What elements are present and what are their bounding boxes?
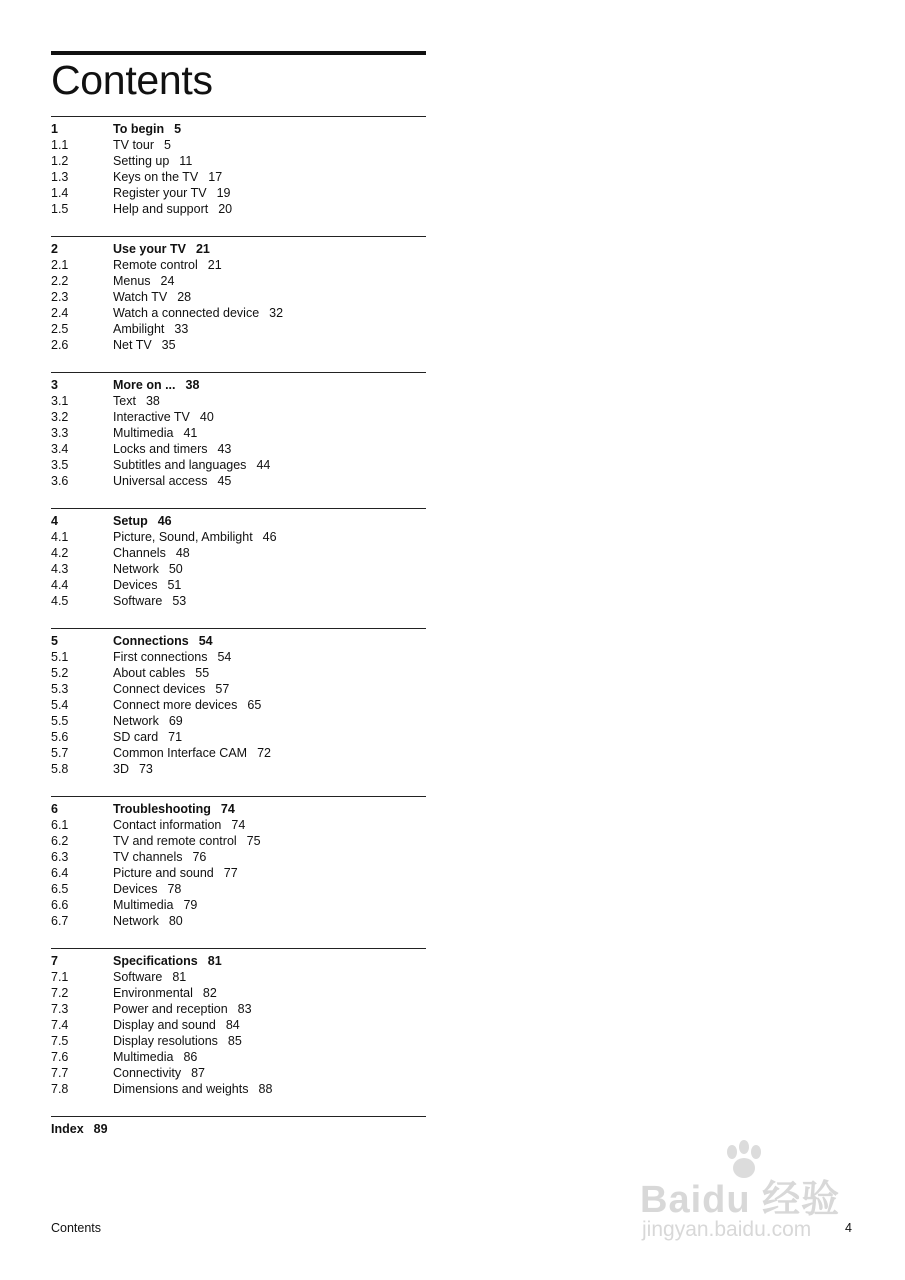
entry-page: 74 [231, 818, 246, 832]
entry-page: 77 [223, 866, 238, 880]
entry-number: 3.5 [51, 458, 69, 472]
entry-page: 35 [161, 338, 176, 352]
entry-number: 4.3 [51, 562, 69, 576]
entry-title: Keys on the TV [113, 170, 199, 184]
entry-number: 5.8 [51, 762, 69, 776]
entry-number: 4.2 [51, 546, 69, 560]
entry-title: Contact information [113, 818, 222, 832]
entry-number: 7.3 [51, 1002, 69, 1016]
toc-entry-row[interactable] [51, 393, 426, 409]
chapter-page: 81 [207, 954, 222, 968]
toc-entry-row[interactable] [51, 577, 426, 593]
toc-entry-row[interactable] [51, 881, 426, 897]
entry-title: Channels [113, 546, 166, 560]
chapter-page: 74 [220, 802, 235, 816]
entry-title: Network [113, 714, 159, 728]
entry-page: 57 [215, 682, 230, 696]
entry-number: 7.8 [51, 1082, 69, 1096]
entry-page: 17 [208, 170, 223, 184]
entry-number: 2.6 [51, 338, 69, 352]
entry-page: 55 [195, 666, 210, 680]
chapter-title: More on ... [113, 378, 176, 392]
entry-number: 5.3 [51, 682, 69, 696]
entry-page: 24 [160, 274, 175, 288]
entry-number: 7.7 [51, 1066, 69, 1080]
entry-title: Software [113, 594, 163, 608]
entry-number: 5.4 [51, 698, 69, 712]
toc-chapter-row[interactable] [51, 801, 426, 817]
entry-title: TV channels [113, 850, 183, 864]
watermark [640, 1140, 850, 1250]
entry-number: 7.6 [51, 1050, 69, 1064]
entry-number: 4.5 [51, 594, 69, 608]
entry-title: Multimedia [113, 426, 174, 440]
toc-entry-row[interactable] [51, 969, 426, 985]
entry-number: 7.2 [51, 986, 69, 1000]
toc-index-section [51, 1116, 426, 1137]
entry-page: 51 [167, 578, 182, 592]
entry-title: 3D [113, 762, 129, 776]
entry-title: Network [113, 914, 159, 928]
chapter-page: 54 [198, 634, 213, 648]
entry-page: 69 [168, 714, 183, 728]
entry-page: 54 [217, 650, 232, 664]
entry-title: Multimedia [113, 1050, 174, 1064]
toc-section [51, 948, 426, 1097]
entry-page: 45 [217, 474, 232, 488]
entry-title: TV tour [113, 138, 154, 152]
entry-page: 38 [145, 394, 160, 408]
toc-entry-row[interactable] [51, 425, 426, 441]
entry-number: 7.5 [51, 1034, 69, 1048]
toc-entry-row[interactable] [51, 593, 426, 609]
toc-chapter-row[interactable] [51, 121, 426, 137]
entry-number: 4.4 [51, 578, 69, 592]
entry-title: Universal access [113, 474, 208, 488]
toc-entry-row[interactable] [51, 833, 426, 849]
entry-number: 6.1 [51, 818, 69, 832]
toc-entry-row[interactable] [51, 529, 426, 545]
entry-page: 46 [262, 530, 277, 544]
entry-page: 33 [174, 322, 189, 336]
toc-entry-row[interactable] [51, 713, 426, 729]
entry-number: 3.2 [51, 410, 69, 424]
toc-entry-row[interactable] [51, 849, 426, 865]
chapter-number: 7 [51, 954, 58, 968]
toc-entry-row[interactable] [51, 649, 426, 665]
chapter-number: 1 [51, 122, 58, 136]
entry-page: 20 [218, 202, 233, 216]
toc-entry-row[interactable] [51, 153, 426, 169]
entry-page: 85 [227, 1034, 242, 1048]
toc-entry-row[interactable] [51, 321, 426, 337]
entry-title: Multimedia [113, 898, 174, 912]
entry-number: 1.3 [51, 170, 69, 184]
toc-entry-row[interactable] [51, 761, 426, 777]
entry-number: 2.4 [51, 306, 69, 320]
chapter-number: 4 [51, 514, 58, 528]
entry-number: 2.5 [51, 322, 69, 336]
entry-number: 6.4 [51, 866, 69, 880]
entry-number: 2.1 [51, 258, 69, 272]
entry-number: 7.1 [51, 970, 69, 984]
toc-entry-row[interactable] [51, 1049, 426, 1065]
toc-entry-row[interactable] [51, 697, 426, 713]
toc-entry-row[interactable] [51, 257, 426, 273]
entry-title: Common Interface CAM [113, 746, 248, 760]
entry-title: Power and reception [113, 1002, 228, 1016]
entry-number: 6.5 [51, 882, 69, 896]
toc-entry-row[interactable] [51, 289, 426, 305]
entry-title: Display and sound [113, 1018, 216, 1032]
entry-title: Connect more devices [113, 698, 238, 712]
toc-entry-row[interactable] [51, 409, 426, 425]
toc-section [51, 508, 426, 609]
index-page: 89 [93, 1122, 108, 1136]
toc-entry-row[interactable] [51, 185, 426, 201]
entry-number: 1.4 [51, 186, 69, 200]
chapter-number: 2 [51, 242, 58, 256]
entry-page: 82 [202, 986, 217, 1000]
toc-section [51, 796, 426, 929]
entry-number: 1.1 [51, 138, 69, 152]
entry-page: 73 [138, 762, 153, 776]
toc-entry-row[interactable] [51, 817, 426, 833]
entry-title: Remote control [113, 258, 198, 272]
toc-entry-row[interactable] [51, 1001, 426, 1017]
entry-number: 5.1 [51, 650, 69, 664]
entry-title: First connections [113, 650, 208, 664]
entry-number: 6.7 [51, 914, 69, 928]
entry-title: Picture, Sound, Ambilight [113, 530, 253, 544]
toc-entry-row[interactable] [51, 1081, 426, 1097]
entry-title: SD card [113, 730, 159, 744]
toc-entry-row[interactable] [51, 561, 426, 577]
chapter-title: Troubleshooting [113, 802, 211, 816]
toc-entry-row[interactable] [51, 201, 426, 217]
entry-title: Devices [113, 578, 158, 592]
toc-entry-row[interactable] [51, 985, 426, 1001]
entry-page: 41 [183, 426, 198, 440]
watermark-logo: Baidu 经验 [640, 1179, 841, 1221]
chapter-page: 21 [195, 242, 210, 256]
toc-entry-row[interactable] [51, 1033, 426, 1049]
toc-entry-row[interactable] [51, 337, 426, 353]
entry-number: 3.1 [51, 394, 69, 408]
table-of-contents [51, 116, 426, 1137]
entry-page: 79 [183, 898, 198, 912]
entry-page: 43 [217, 442, 232, 456]
entry-number: 5.6 [51, 730, 69, 744]
footer-section-name: Contents [51, 1221, 102, 1235]
entry-title: Environmental [113, 986, 193, 1000]
entry-title: Devices [113, 882, 158, 896]
toc-entry-row[interactable] [51, 681, 426, 697]
entry-number: 4.1 [51, 530, 69, 544]
toc-entry-row[interactable] [51, 473, 426, 489]
toc-chapter-row[interactable] [51, 513, 426, 529]
entry-title: Menus [113, 274, 151, 288]
entry-page: 71 [168, 730, 183, 744]
entry-page: 83 [237, 1002, 252, 1016]
entry-title: Network [113, 562, 159, 576]
entry-page: 44 [256, 458, 271, 472]
entry-title: Text [113, 394, 136, 408]
entry-number: 5.5 [51, 714, 69, 728]
toc-entry-row[interactable] [51, 545, 426, 561]
entry-title: Help and support [113, 202, 209, 216]
chapter-page: 38 [185, 378, 200, 392]
toc-entry-row[interactable] [51, 665, 426, 681]
toc-entry-row[interactable] [51, 1065, 426, 1081]
chapter-number: 3 [51, 378, 58, 392]
entry-title: Ambilight [113, 322, 165, 336]
entry-title: Watch a connected device [113, 306, 260, 320]
entry-title: Net TV [113, 338, 152, 352]
entry-page: 84 [225, 1018, 240, 1032]
toc-entry-row[interactable] [51, 169, 426, 185]
entry-number: 2.3 [51, 290, 69, 304]
entry-title: Software [113, 970, 163, 984]
toc-entry-row[interactable] [51, 865, 426, 881]
entry-page: 32 [269, 306, 284, 320]
toc-chapter-row[interactable] [51, 241, 426, 257]
entry-title: Connect devices [113, 682, 206, 696]
chapter-title: Connections [113, 634, 189, 648]
toc-chapter-row[interactable] [51, 377, 426, 393]
toc-entry-row[interactable] [51, 1017, 426, 1033]
toc-section [51, 628, 426, 777]
chapter-title: Setup [113, 514, 148, 528]
entry-page: 53 [172, 594, 187, 608]
entry-title: Subtitles and languages [113, 458, 247, 472]
entry-page: 65 [247, 698, 262, 712]
entry-page: 87 [191, 1066, 205, 1080]
entry-number: 7.4 [51, 1018, 69, 1032]
index-title: Index [51, 1122, 84, 1136]
entry-page: 40 [199, 410, 214, 424]
entry-title: Watch TV [113, 290, 168, 304]
entry-page: 48 [175, 546, 190, 560]
entry-title: Setting up [113, 154, 170, 168]
entry-title: Register your TV [113, 186, 207, 200]
top-rule [51, 51, 426, 55]
toc-entry-row[interactable] [51, 137, 426, 153]
entry-number: 3.4 [51, 442, 69, 456]
page-title: Contents [51, 57, 213, 103]
toc-entry-row[interactable] [51, 913, 426, 929]
entry-page: 88 [258, 1082, 273, 1096]
watermark-url: jingyan.baidu.com [642, 1218, 812, 1241]
toc-chapter-row[interactable] [51, 633, 426, 649]
entry-title: Interactive TV [113, 410, 190, 424]
entry-title: Display resolutions [113, 1034, 218, 1048]
entry-number: 1.5 [51, 202, 69, 216]
entry-title: Picture and sound [113, 866, 214, 880]
chapter-number: 6 [51, 802, 58, 816]
toc-section [51, 236, 426, 353]
entry-page: 76 [192, 850, 207, 864]
entry-page: 80 [168, 914, 183, 928]
entry-page: 72 [257, 746, 271, 760]
entry-number: 6.6 [51, 898, 69, 912]
chapter-number: 5 [51, 634, 58, 648]
entry-page: 81 [172, 970, 187, 984]
chapter-title: To begin [113, 122, 165, 136]
entry-number: 5.7 [51, 746, 69, 760]
entry-page: 19 [216, 186, 231, 200]
entry-title: Dimensions and weights [113, 1082, 249, 1096]
entry-number: 5.2 [51, 666, 69, 680]
toc-section [51, 116, 426, 217]
chapter-title: Use your TV [113, 242, 186, 256]
toc-index-row[interactable] [51, 1121, 426, 1137]
entry-page: 21 [207, 258, 222, 272]
entry-number: 1.2 [51, 154, 69, 168]
entry-number: 6.2 [51, 834, 69, 848]
entry-page: 28 [177, 290, 192, 304]
entry-title: About cables [113, 666, 186, 680]
chapter-page: 46 [157, 514, 172, 528]
toc-entry-row[interactable] [51, 305, 426, 321]
entry-page: 11 [179, 154, 193, 168]
chapter-title: Specifications [113, 954, 198, 968]
entry-page: 75 [246, 834, 261, 848]
entry-number: 3.6 [51, 474, 69, 488]
footer-page-number: 4 [845, 1221, 852, 1235]
toc-entry-row[interactable] [51, 729, 426, 745]
chapter-page: 5 [174, 122, 182, 136]
toc-chapter-row[interactable] [51, 953, 426, 969]
toc-section [51, 372, 426, 489]
entry-number: 2.2 [51, 274, 69, 288]
toc-entry-row[interactable] [51, 441, 426, 457]
toc-entry-row[interactable] [51, 745, 426, 761]
entry-title: TV and remote control [113, 834, 237, 848]
entry-number: 3.3 [51, 426, 69, 440]
entry-page: 50 [168, 562, 183, 576]
toc-entry-row[interactable] [51, 273, 426, 289]
entry-number: 6.3 [51, 850, 69, 864]
entry-title: Connectivity [113, 1066, 182, 1080]
entry-page: 86 [183, 1050, 198, 1064]
toc-entry-row[interactable] [51, 897, 426, 913]
entry-page: 5 [164, 138, 171, 152]
entry-title: Locks and timers [113, 442, 208, 456]
toc-entry-row[interactable] [51, 457, 426, 473]
entry-page: 78 [167, 882, 182, 896]
